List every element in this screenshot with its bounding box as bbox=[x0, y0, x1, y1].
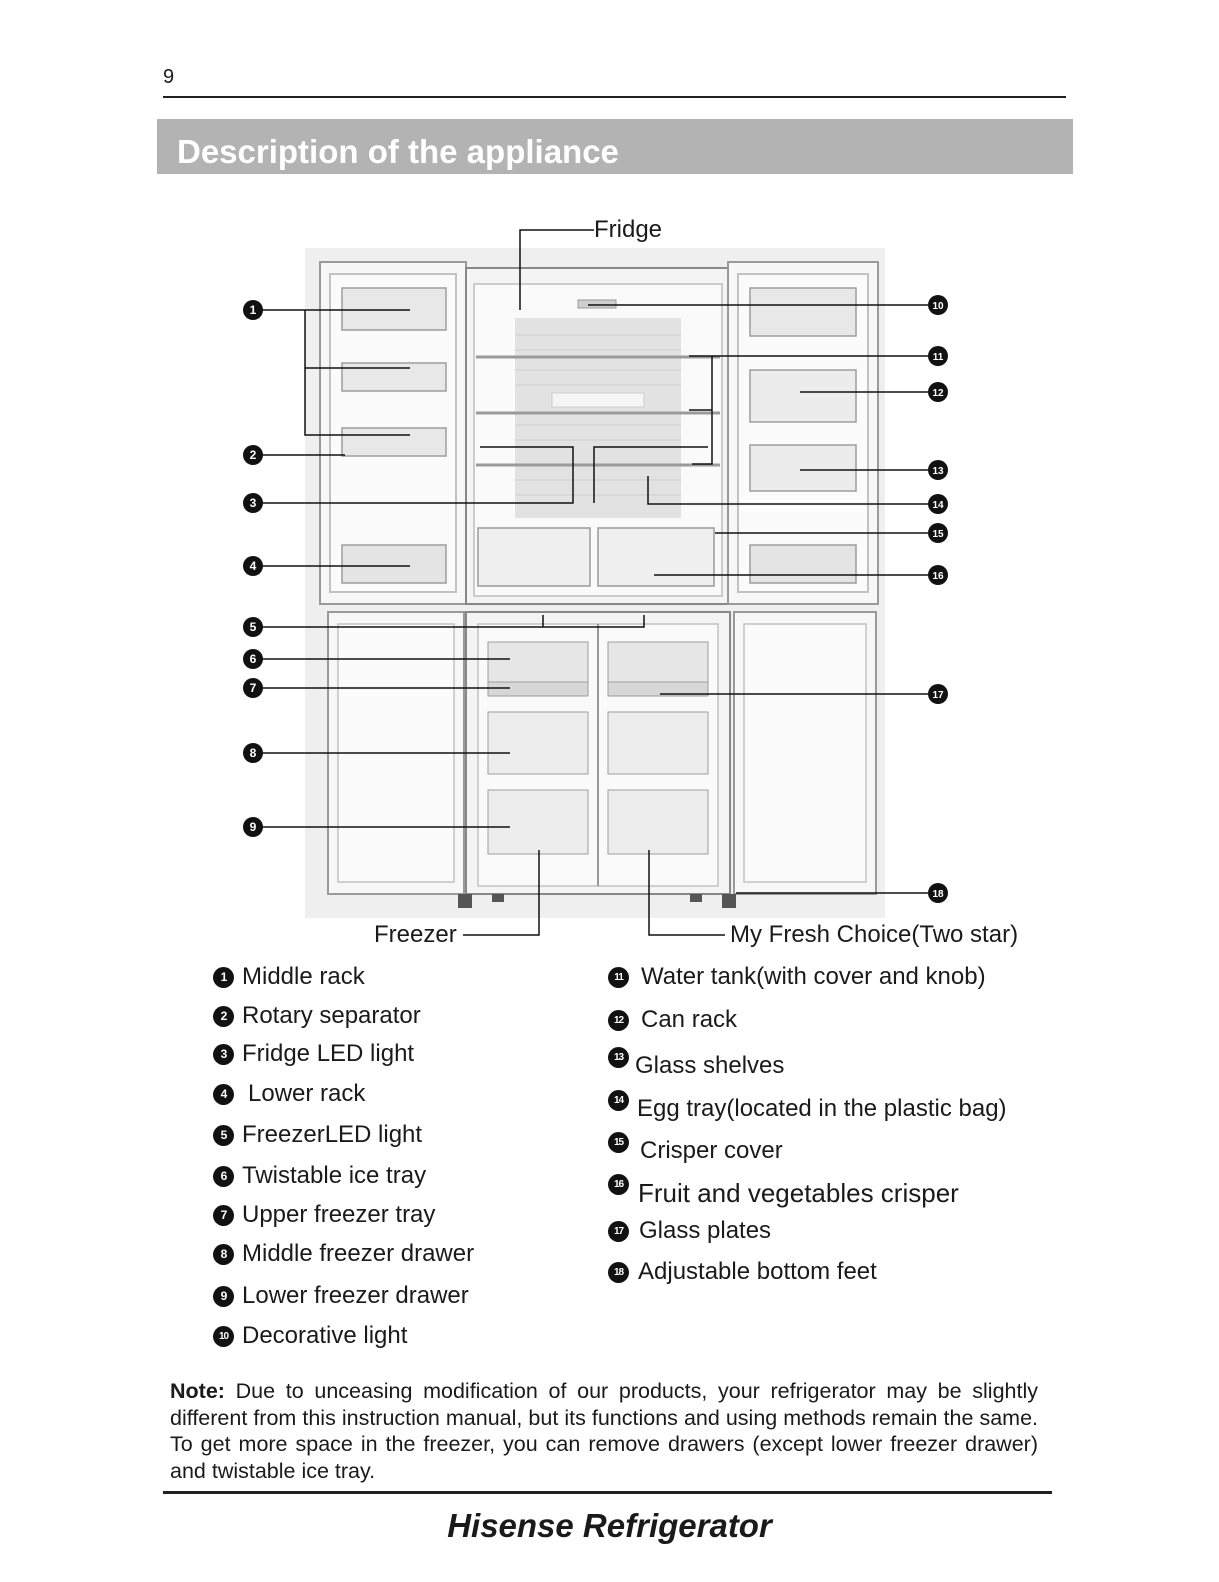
svg-text:1: 1 bbox=[249, 303, 257, 317]
legend-item-5 bbox=[213, 1121, 422, 1149]
legend-item-1 bbox=[213, 963, 365, 991]
footer-rule bbox=[163, 1491, 1052, 1494]
svg-text:11: 11 bbox=[932, 352, 944, 363]
callout-6 bbox=[243, 649, 263, 669]
legend-item-16 bbox=[608, 1178, 959, 1209]
page-number: 9 bbox=[163, 66, 175, 88]
legend-text: Adjustable bottom feet bbox=[638, 1258, 877, 1285]
note-text: Due to unceasing modification of our products, your refrigerator may be slightly different from this instruction manual, but its functions and using methods remain the same. To get more space in the freezer, you can remove drawers (except lower freezer drawer) and twistable ice tray. bbox=[170, 1379, 1038, 1483]
footer-brand: Hisense Refrigerator bbox=[447, 1507, 772, 1544]
label-fridge: Fridge bbox=[594, 216, 663, 243]
svg-text:17: 17 bbox=[932, 690, 944, 701]
label-my-fresh-choice: My Fresh Choice(Two star) bbox=[730, 921, 1019, 948]
svg-text:12: 12 bbox=[932, 388, 944, 399]
svg-text:14: 14 bbox=[932, 500, 944, 511]
legend-number: 1 bbox=[213, 967, 234, 988]
legend-text: Water tank(with cover and knob) bbox=[641, 963, 986, 990]
callout-10 bbox=[928, 295, 948, 315]
left-fridge-door bbox=[320, 262, 466, 604]
legend-number: 6 bbox=[213, 1166, 234, 1187]
note-paragraph bbox=[170, 1378, 1038, 1484]
svg-text:6: 6 bbox=[249, 652, 257, 666]
svg-text:8: 8 bbox=[249, 746, 257, 760]
callout-15 bbox=[928, 523, 948, 543]
callout-11 bbox=[928, 346, 948, 366]
callout-2 bbox=[243, 445, 263, 465]
legend-number: 15 bbox=[608, 1132, 629, 1153]
callout-4 bbox=[243, 556, 263, 576]
legend-item-8 bbox=[213, 1240, 474, 1268]
legend-number: 4 bbox=[213, 1084, 234, 1105]
callout-8 bbox=[243, 743, 263, 763]
legend-item-11 bbox=[608, 963, 986, 991]
legend-number: 13 bbox=[608, 1047, 629, 1068]
callout-5 bbox=[243, 617, 263, 637]
legend-number: 7 bbox=[213, 1205, 234, 1226]
svg-text:2: 2 bbox=[249, 448, 257, 462]
legend-number: 2 bbox=[213, 1006, 234, 1027]
legend-item-7 bbox=[213, 1201, 435, 1229]
svg-text:15: 15 bbox=[932, 529, 944, 540]
callout-13 bbox=[928, 460, 948, 480]
legend-item-18 bbox=[608, 1258, 877, 1286]
callout-7 bbox=[243, 678, 263, 698]
svg-text:9: 9 bbox=[249, 820, 257, 834]
legend-item-3 bbox=[213, 1040, 414, 1068]
legend-number: 14 bbox=[608, 1090, 629, 1111]
legend-item-13 bbox=[608, 1052, 784, 1080]
legend-number: 3 bbox=[213, 1044, 234, 1065]
legend-item-15 bbox=[608, 1137, 783, 1165]
legend-number: 9 bbox=[213, 1286, 234, 1307]
svg-text:13: 13 bbox=[932, 466, 944, 477]
legend-item-17 bbox=[608, 1217, 771, 1245]
legend-text: Rotary separator bbox=[242, 1002, 421, 1029]
svg-text:10: 10 bbox=[932, 301, 944, 312]
legend-text: Glass shelves bbox=[635, 1052, 785, 1079]
svg-text:3: 3 bbox=[249, 496, 257, 510]
legend-item-9 bbox=[213, 1282, 469, 1310]
callout-9 bbox=[243, 817, 263, 837]
label-freezer: Freezer bbox=[374, 921, 457, 948]
svg-text:5: 5 bbox=[249, 620, 257, 634]
legend-number: 11 bbox=[608, 967, 629, 988]
legend-number: 12 bbox=[608, 1010, 629, 1031]
legend-text: Upper freezer tray bbox=[242, 1201, 436, 1228]
svg-text:16: 16 bbox=[932, 571, 944, 582]
legend-item-2 bbox=[213, 1002, 421, 1030]
legend-text: Middle rack bbox=[242, 963, 365, 990]
callout-1 bbox=[243, 300, 263, 320]
section-title: Description of the appliance bbox=[177, 133, 619, 170]
legend-number: 8 bbox=[213, 1244, 234, 1265]
callout-18 bbox=[928, 883, 948, 903]
note-label: Note: bbox=[170, 1379, 225, 1403]
legend-text: Middle freezer drawer bbox=[242, 1240, 475, 1267]
legend-text: Egg tray(located in the plastic bag) bbox=[637, 1095, 1007, 1122]
legend-text: Fruit and vegetables crisper bbox=[638, 1178, 959, 1208]
svg-text:18: 18 bbox=[932, 889, 944, 900]
legend-text: Lower freezer drawer bbox=[242, 1282, 469, 1309]
callout-16 bbox=[928, 565, 948, 585]
legend-item-12 bbox=[608, 1006, 737, 1034]
legend-item-4 bbox=[213, 1080, 365, 1108]
legend-text: Crisper cover bbox=[640, 1137, 783, 1164]
callout-3 bbox=[243, 493, 263, 513]
legend-text: Lower rack bbox=[248, 1080, 366, 1107]
legend-item-14 bbox=[608, 1095, 1007, 1123]
right-fridge-door bbox=[728, 262, 878, 604]
fridge-cabinet bbox=[466, 268, 730, 604]
legend-text: Twistable ice tray bbox=[242, 1162, 427, 1189]
right-freezer-door bbox=[734, 612, 876, 894]
callout-12 bbox=[928, 382, 948, 402]
legend-item-6 bbox=[213, 1162, 426, 1190]
callout-14 bbox=[928, 494, 948, 514]
legend-text: Fridge LED light bbox=[242, 1040, 415, 1067]
svg-text:7: 7 bbox=[249, 681, 257, 695]
svg-text:4: 4 bbox=[249, 559, 257, 573]
legend-number: 5 bbox=[213, 1125, 234, 1146]
legend-number: 18 bbox=[608, 1262, 629, 1283]
legend-number: 16 bbox=[608, 1174, 629, 1195]
legend-number: 17 bbox=[608, 1221, 629, 1242]
legend-text: Can rack bbox=[641, 1006, 738, 1033]
legend-text: Glass plates bbox=[639, 1217, 772, 1244]
callout-17 bbox=[928, 684, 948, 704]
legend-text: FreezerLED light bbox=[242, 1121, 423, 1148]
legend-text: Decorative light bbox=[242, 1322, 408, 1349]
legend-number: 10 bbox=[213, 1326, 234, 1347]
legend-item-10 bbox=[213, 1322, 407, 1350]
